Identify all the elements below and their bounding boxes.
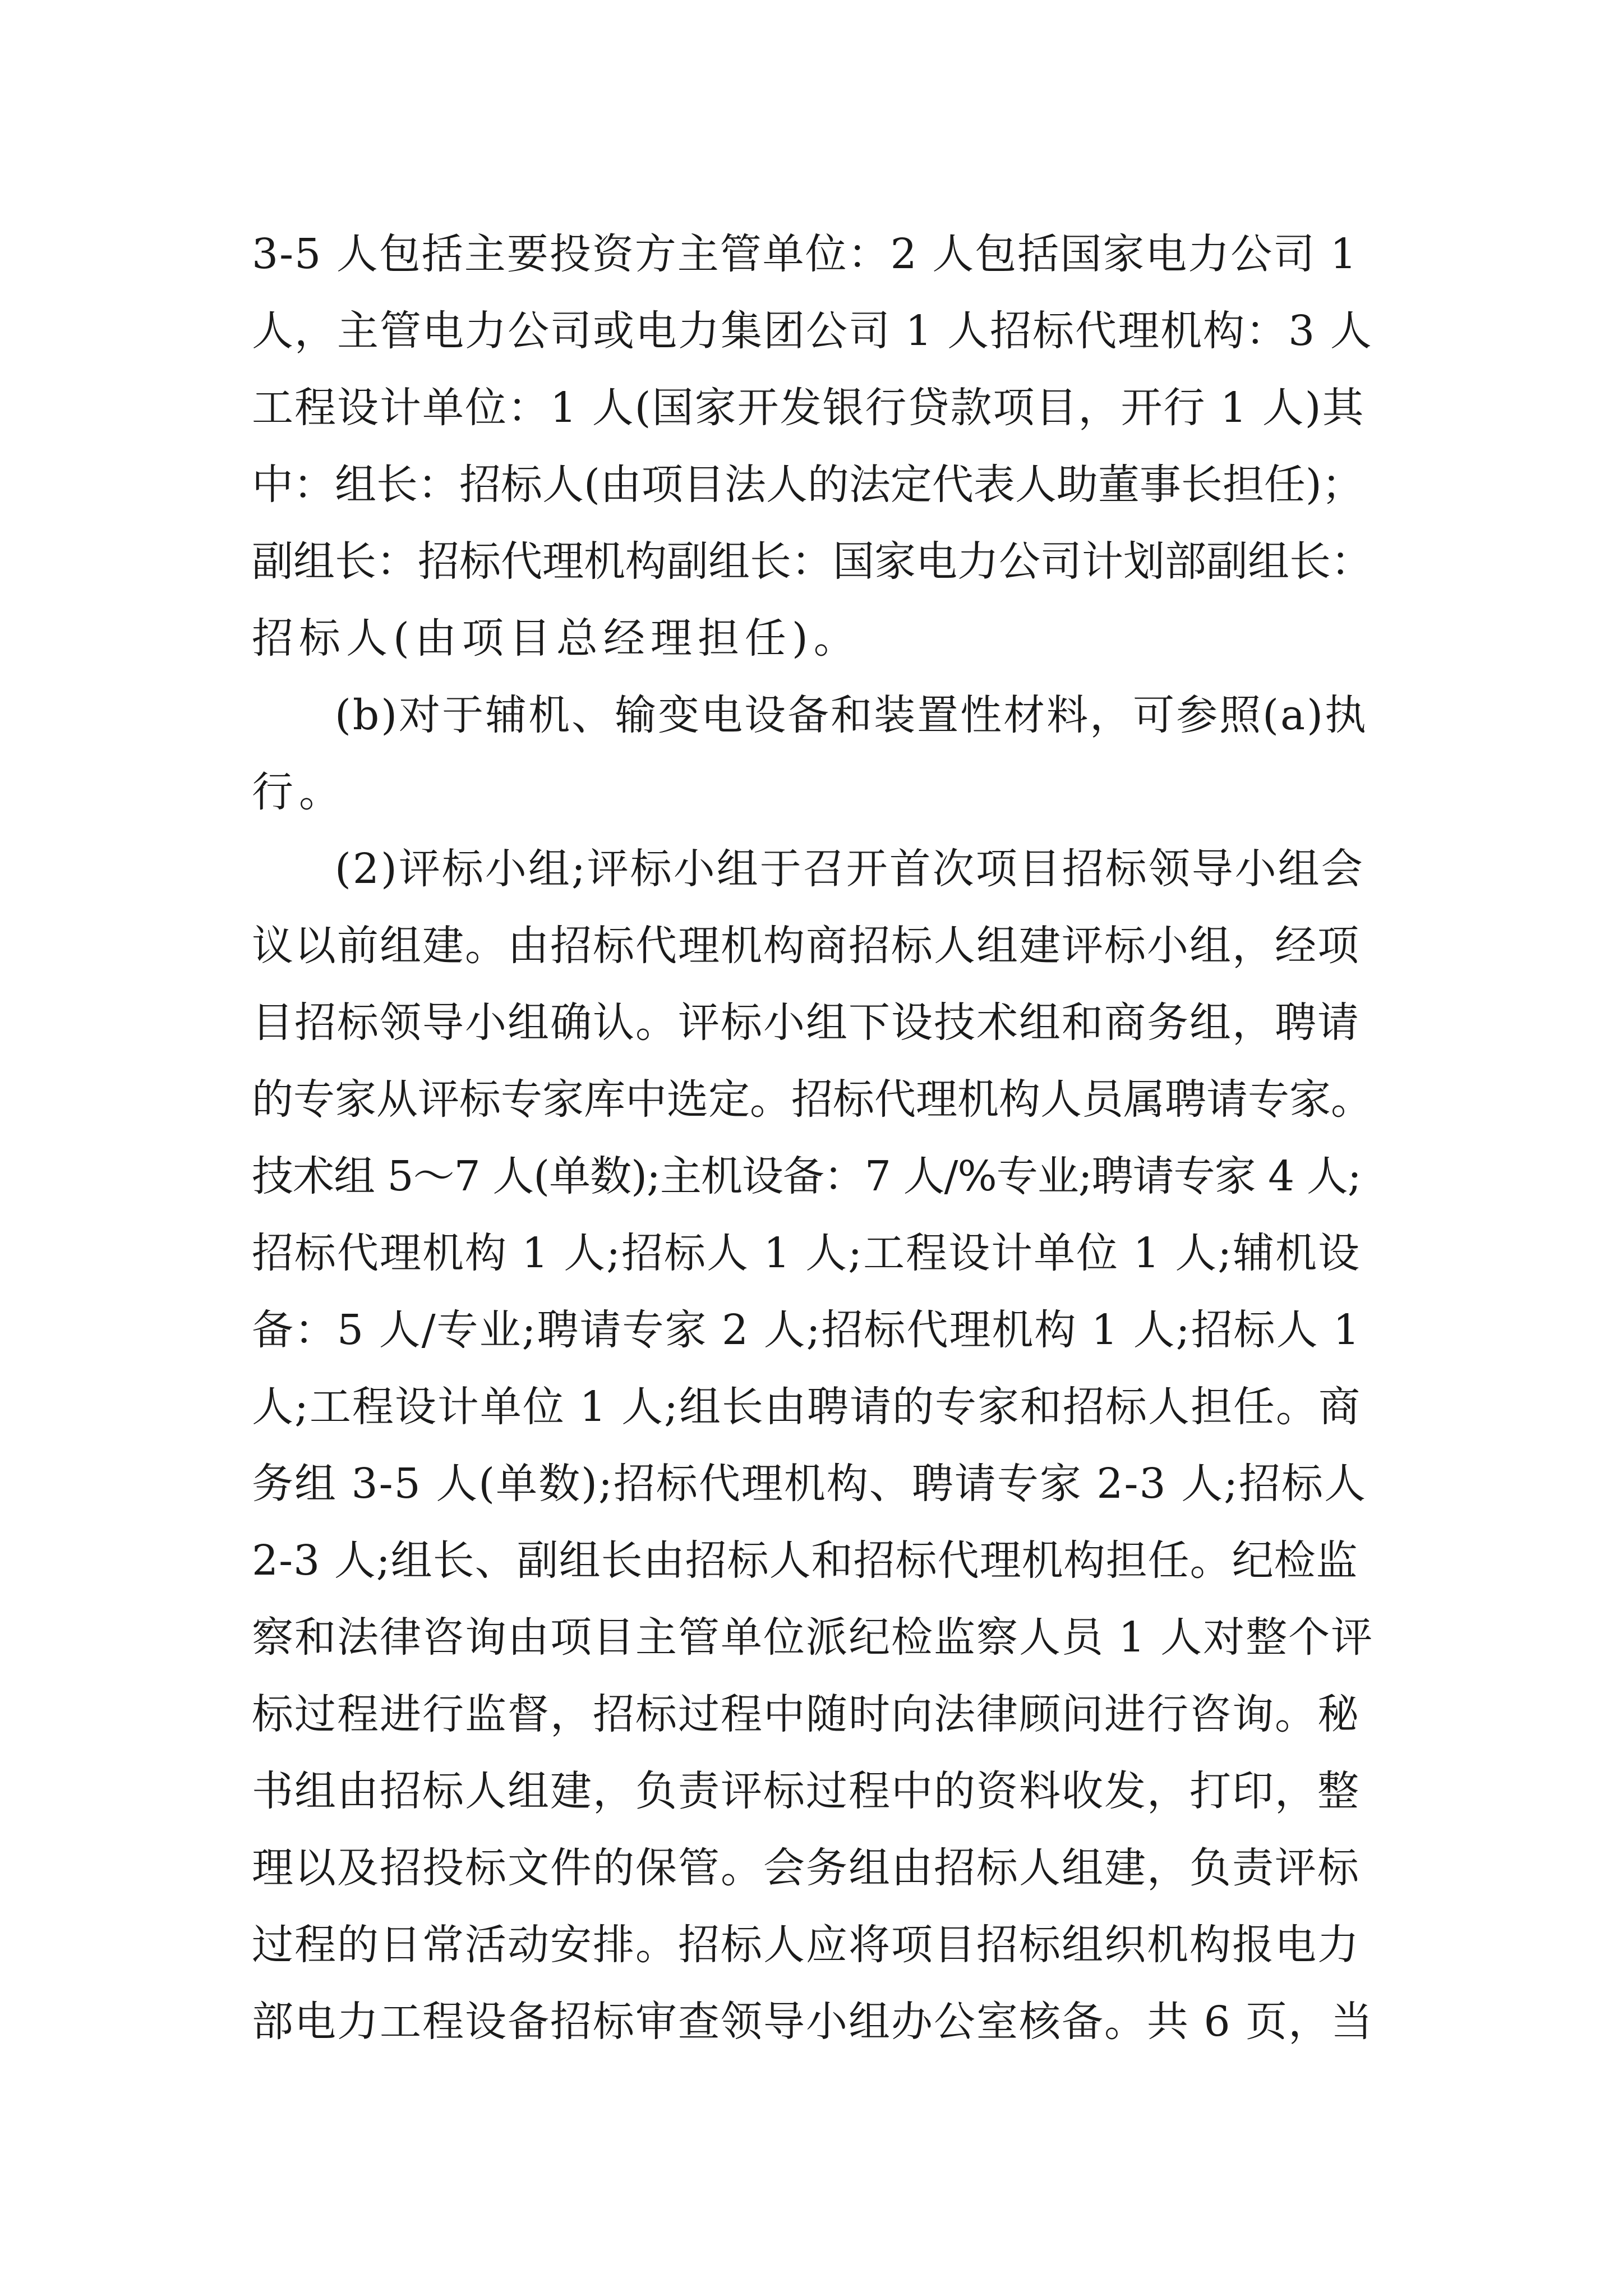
- text-line: 的专家从评标专家库中选定。招标代理机构人员属聘请专家。: [252, 1075, 1372, 1124]
- text-line: 2-3 人;组长、副组长由招标人和招标代理机构担任。纪检监: [252, 1536, 1358, 1585]
- text-line: 3-5 人包括主要投资方主管单位：2 人包括国家电力公司 1: [252, 230, 1358, 278]
- text-line: (b)对于辅机、输变电设备和装置性材料，可参照(a)执: [335, 691, 1368, 739]
- text-line: 备：5 人/专业;聘请专家 2 人;招标代理机构 1 人;招标人 1: [252, 1306, 1361, 1354]
- text-line: 工程设计单位：1 人(国家开发银行贷款项目，开行 1 人)其: [252, 384, 1365, 432]
- text-line: 技术组 5～7 人(单数);主机设备：7 人/%专业;聘请专家 4 人;: [252, 1152, 1361, 1200]
- text-line: 副组长：招标代理机构副组长：国家电力公司计划部副组长：: [252, 537, 1372, 586]
- text-line: 标过程进行监督，招标过程中随时向法律顾问进行咨询。秘: [252, 1690, 1360, 1738]
- text-line: 察和法律咨询由项目主管单位派纪检监察人员 1 人对整个评: [252, 1613, 1374, 1662]
- text-line: 行。: [252, 768, 346, 816]
- text-line: 招标代理机构 1 人;招标人 1 人;工程设计单位 1 人;辅机设: [252, 1229, 1361, 1277]
- text-line: 中：组长：招标人(由项目法人的法定代表人助董事长担任)；: [252, 461, 1363, 509]
- text-line: 招标人(由项目总经理担任)。: [252, 614, 861, 662]
- text-line: 目招标领导小组确认。评标小组下设技术组和商务组，聘请: [252, 999, 1360, 1047]
- text-line: 理以及招投标文件的保管。会务组由招标人组建，负责评标: [252, 1844, 1360, 1892]
- text-line: 务组 3-5 人(单数);招标代理机构、聘请专家 2-3 人;招标人: [252, 1460, 1367, 1508]
- text-line: 议以前组建。由招标代理机构商招标人组建评标小组，经项: [252, 922, 1360, 970]
- text-line: 部电力工程设备招标审查领导小组办公室核备。共 6 页，当: [252, 1998, 1374, 2046]
- text-line: 人，主管电力公司或电力集团公司 1 人招标代理机构：3 人: [252, 307, 1373, 355]
- text-line: (2)评标小组;评标小组于召开首次项目招标领导小组会: [335, 845, 1364, 893]
- body-text: [252, 216, 1373, 2060]
- text-line: 人;工程设计单位 1 人;组长由聘请的专家和招标人担任。商: [252, 1383, 1361, 1431]
- text-line: 过程的日常活动安排。招标人应将项目招标组织机构报电力: [252, 1921, 1360, 1969]
- text-line: 书组由招标人组建，负责评标过程中的资料收发，打印，整: [252, 1767, 1360, 1815]
